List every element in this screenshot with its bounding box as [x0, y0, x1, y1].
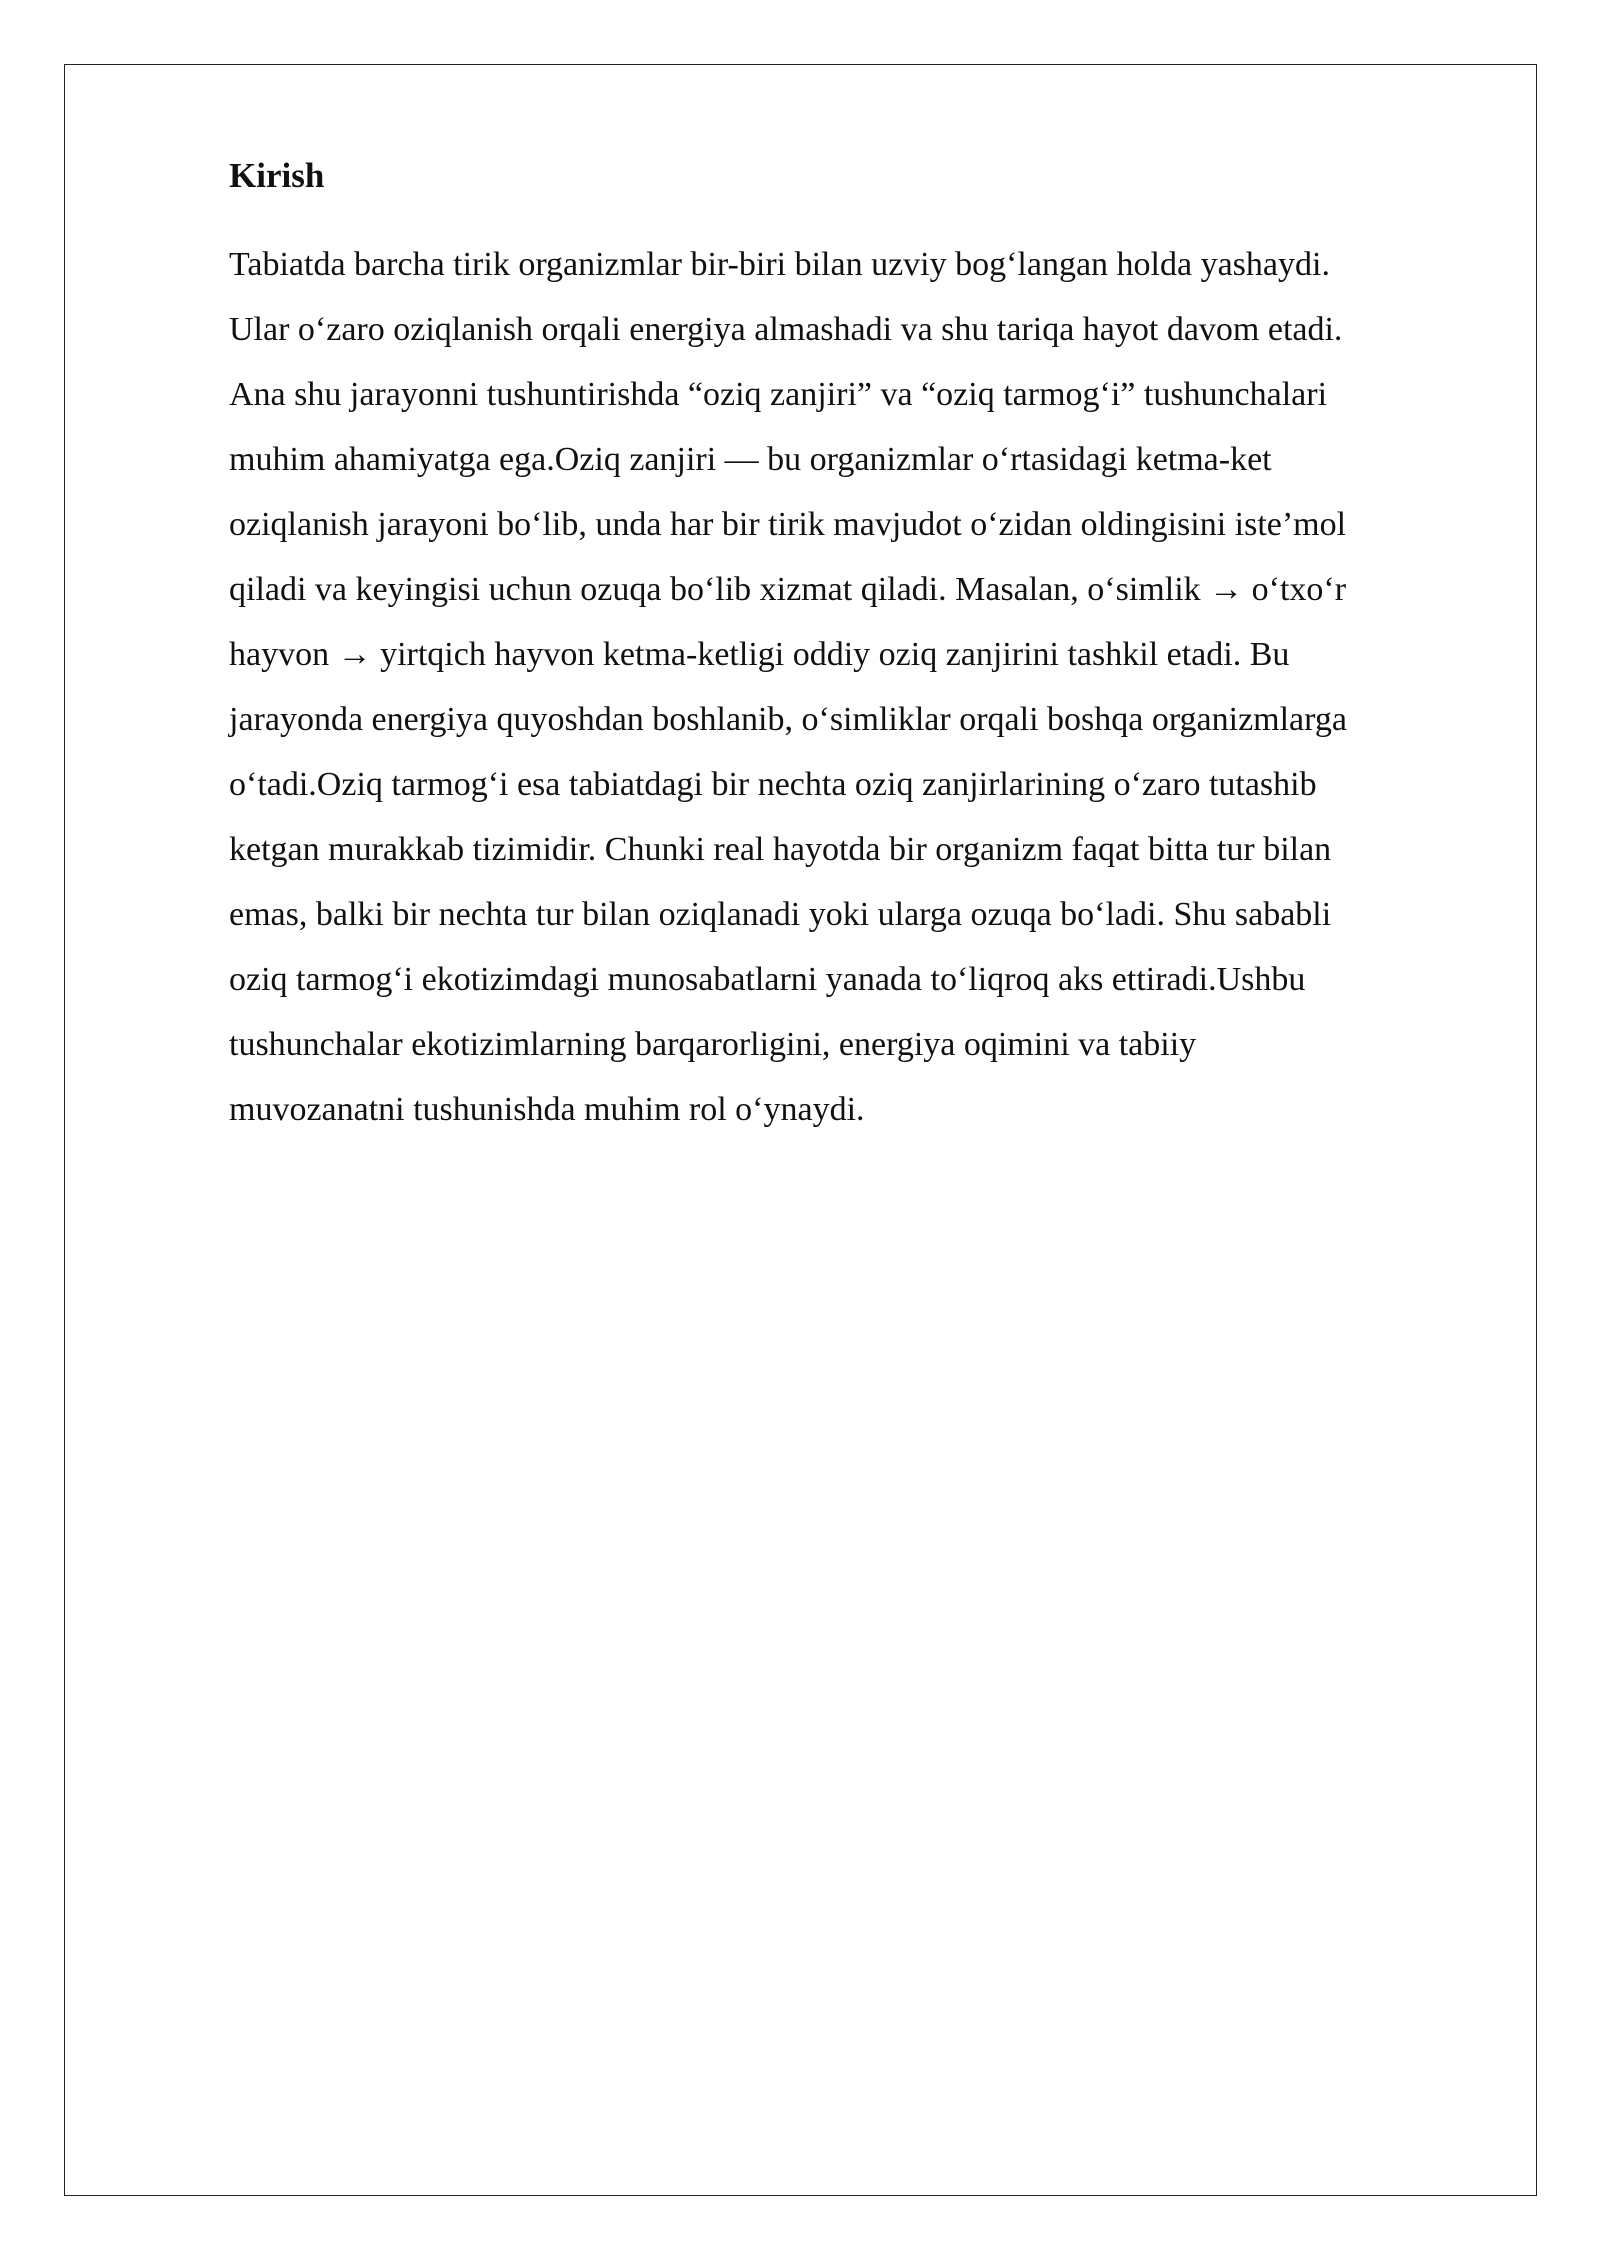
- paragraph-line: o‘tadi.Oziq tarmog‘i esa tabiatdagi bir nechta oziq zanjirlarining o‘zaro tutashib: [229, 766, 1317, 803]
- paragraph-line: oziqlanish jarayoni bo‘lib, unda har bir tirik mavjudot o‘zidan oldingisini iste’mol: [229, 506, 1347, 543]
- paragraph-line: tushunchalar ekotizimlarning barqarorligini, energiya oqimini va tabiiy: [229, 1026, 1197, 1063]
- paragraph-line: oziq tarmog‘i ekotizimdagi munosabatlarni yanada to‘liqroq aks ettiradi.Ushbu: [229, 961, 1306, 998]
- paragraph-line: emas, balki bir nechta tur bilan oziqlanadi yoki ularga ozuqa bo‘ladi. Shu sababli: [229, 896, 1332, 933]
- paragraph-line: Tabiatda barcha tirik organizmlar bir-biri bilan uzviy bog‘langan holda yashaydi.: [229, 246, 1330, 283]
- paragraph-line: Ana shu jarayonni tushuntirishda “oziq zanjiri” va “oziq tarmog‘i” tushunchalari: [229, 376, 1328, 413]
- paragraph-line: Ular o‘zaro oziqlanish orqali energiya almashadi va shu tariqa hayot davom etadi.: [229, 311, 1343, 348]
- paragraph-line: muhim ahamiyatga ega.Oziq zanjiri — bu organizmlar o‘rtasidagi ketma-ket: [229, 441, 1272, 478]
- document-content: [229, 146, 1479, 1142]
- paragraph-line: hayvon → yirtqich hayvon ketma-ketligi oddiy oziq zanjirini tashkil etadi. Bu: [229, 636, 1290, 673]
- paragraph-line: muvozanatni tushunishda muhim rol o‘ynaydi.: [229, 1091, 865, 1128]
- paragraph-line: ketgan murakkab tizimidir. Chunki real hayotda bir organizm faqat bitta tur bilan: [229, 831, 1332, 868]
- paragraph-line: qiladi va keyingisi uchun ozuqa bo‘lib xizmat qiladi. Masalan, o‘simlik → o‘txo‘r: [229, 571, 1347, 608]
- paragraph-line: jarayonda energiya quyoshdan boshlanib, o‘simliklar orqali boshqa organizmlarga: [229, 701, 1347, 738]
- body-paragraph: [229, 232, 1479, 1142]
- section-heading: Kirish: [229, 156, 325, 195]
